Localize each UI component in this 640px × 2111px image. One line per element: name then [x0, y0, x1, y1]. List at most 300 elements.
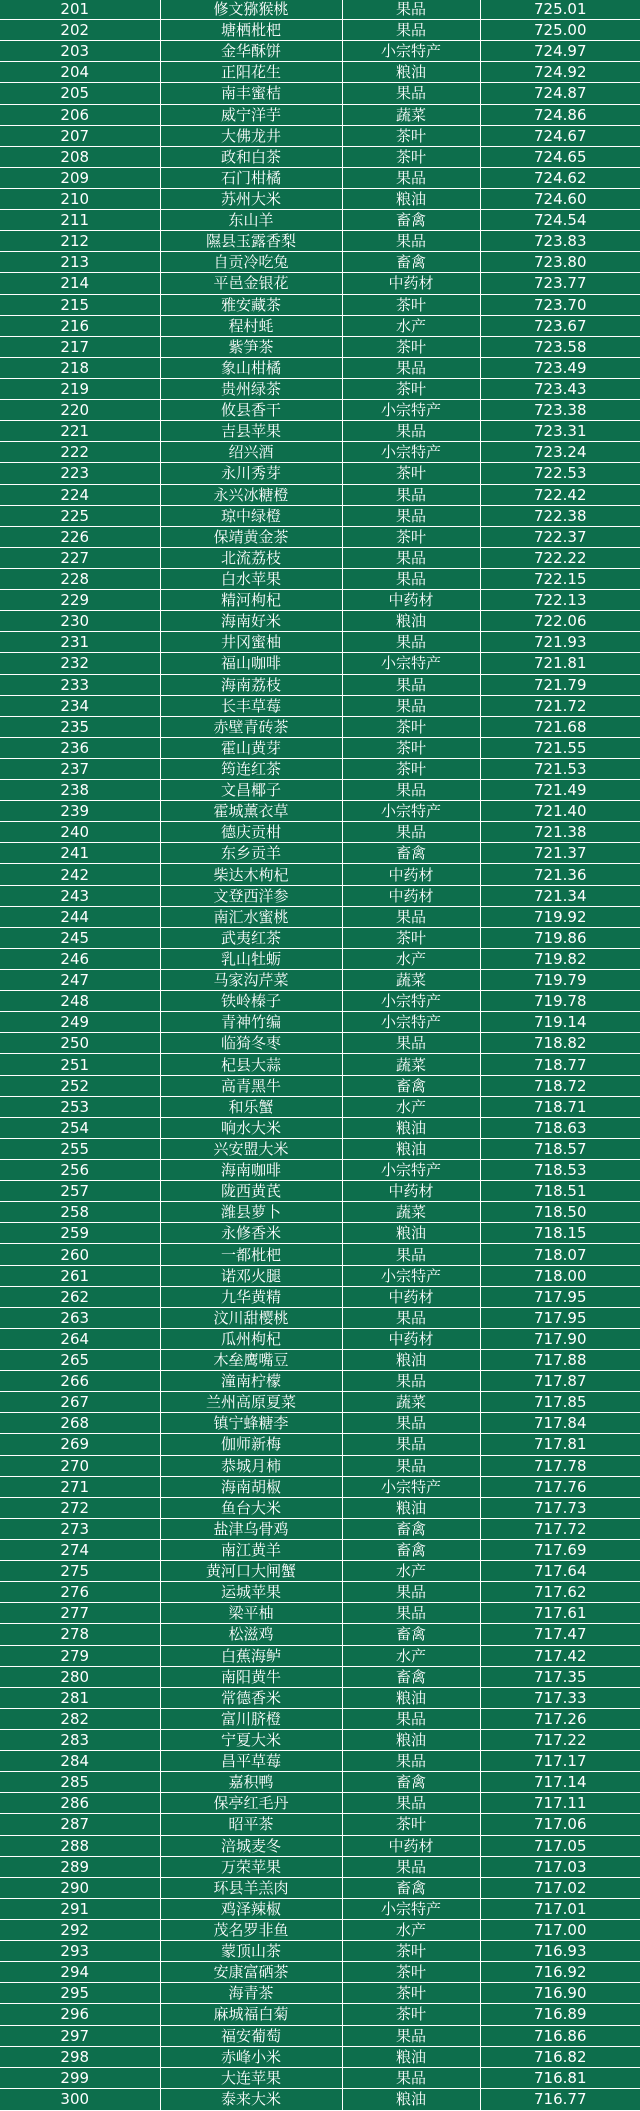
- score-cell: 722.06: [480, 611, 640, 632]
- table-row: [0, 991, 640, 1012]
- category-cell: 果品: [342, 632, 480, 653]
- rank-cell: 253: [0, 1096, 160, 1117]
- category-cell: 蔬菜: [342, 970, 480, 991]
- table-row: [0, 1138, 640, 1159]
- table-row: [0, 463, 640, 484]
- rank-cell: 279: [0, 1645, 160, 1666]
- brand-name-cell: 鸡泽辣椒: [160, 1898, 342, 1919]
- brand-name-cell: 兴安盟大米: [160, 1138, 342, 1159]
- score-cell: 717.95: [480, 1286, 640, 1307]
- rank-cell: 276: [0, 1582, 160, 1603]
- table-row: [0, 927, 640, 948]
- table-row: [0, 1772, 640, 1793]
- table-row: [0, 780, 640, 801]
- score-cell: 716.89: [480, 2004, 640, 2025]
- rank-cell: 223: [0, 463, 160, 484]
- table-row: [0, 1223, 640, 1244]
- score-cell: 716.86: [480, 2025, 640, 2046]
- rank-cell: 262: [0, 1286, 160, 1307]
- brand-name-cell: 雅安藏茶: [160, 294, 342, 315]
- rank-cell: 231: [0, 632, 160, 653]
- table-row: [0, 1835, 640, 1856]
- score-cell: 725.01: [480, 0, 640, 20]
- brand-name-cell: 昭平茶: [160, 1814, 342, 1835]
- table-row: [0, 83, 640, 104]
- rank-cell: 278: [0, 1624, 160, 1645]
- score-cell: 717.76: [480, 1476, 640, 1497]
- rank-cell: 214: [0, 273, 160, 294]
- brand-name-cell: 修文猕猴桃: [160, 0, 342, 20]
- table-row: [0, 231, 640, 252]
- category-cell: 茶叶: [342, 1962, 480, 1983]
- brand-name-cell: 福安葡萄: [160, 2025, 342, 2046]
- score-cell: 721.93: [480, 632, 640, 653]
- category-cell: 果品: [342, 568, 480, 589]
- table-row: [0, 315, 640, 336]
- score-cell: 719.92: [480, 906, 640, 927]
- rank-cell: 241: [0, 843, 160, 864]
- rank-cell: 216: [0, 315, 160, 336]
- rank-cell: 240: [0, 822, 160, 843]
- rank-cell: 215: [0, 294, 160, 315]
- category-cell: 小宗特产: [342, 400, 480, 421]
- rank-cell: 280: [0, 1666, 160, 1687]
- table-row: [0, 1075, 640, 1096]
- table-row: [0, 526, 640, 547]
- table-row: [0, 1962, 640, 1983]
- rank-cell: 269: [0, 1434, 160, 1455]
- score-cell: 717.90: [480, 1328, 640, 1349]
- brand-name-cell: 富川脐橙: [160, 1708, 342, 1729]
- table-row: [0, 273, 640, 294]
- score-cell: 717.22: [480, 1729, 640, 1750]
- brand-name-cell: 潍县萝卜: [160, 1202, 342, 1223]
- rank-cell: 225: [0, 505, 160, 526]
- rank-cell: 219: [0, 378, 160, 399]
- category-cell: 果品: [342, 780, 480, 801]
- score-cell: 721.37: [480, 843, 640, 864]
- rank-cell: 268: [0, 1413, 160, 1434]
- rank-cell: 300: [0, 2088, 160, 2110]
- brand-name-cell: 万荣苹果: [160, 1856, 342, 1877]
- rank-cell: 295: [0, 1983, 160, 2004]
- category-cell: 粮油: [342, 1729, 480, 1750]
- rank-cell: 292: [0, 1919, 160, 1940]
- category-cell: 果品: [342, 1793, 480, 1814]
- score-cell: 716.93: [480, 1941, 640, 1962]
- table-row: [0, 1877, 640, 1898]
- table-row: [0, 378, 640, 399]
- category-cell: 中药材: [342, 1835, 480, 1856]
- category-cell: 果品: [342, 1307, 480, 1328]
- rank-cell: 296: [0, 2004, 160, 2025]
- score-cell: 717.64: [480, 1561, 640, 1582]
- category-cell: 粮油: [342, 1117, 480, 1138]
- brand-name-cell: 南丰蜜桔: [160, 83, 342, 104]
- brand-name-cell: 苏州大米: [160, 188, 342, 209]
- score-cell: 717.61: [480, 1603, 640, 1624]
- table-row: [0, 1265, 640, 1286]
- category-cell: 果品: [342, 1582, 480, 1603]
- rank-cell: 259: [0, 1223, 160, 1244]
- score-cell: 716.81: [480, 2067, 640, 2088]
- category-cell: 果品: [342, 505, 480, 526]
- rank-cell: 208: [0, 146, 160, 167]
- category-cell: 果品: [342, 1033, 480, 1054]
- brand-name-cell: 木垒鹰嘴豆: [160, 1350, 342, 1371]
- score-cell: 719.79: [480, 970, 640, 991]
- score-cell: 717.73: [480, 1497, 640, 1518]
- score-cell: 724.86: [480, 104, 640, 125]
- score-cell: 724.62: [480, 167, 640, 188]
- table-row: [0, 41, 640, 62]
- table-row: [0, 2004, 640, 2025]
- brand-name-cell: 盐津乌骨鸡: [160, 1518, 342, 1539]
- table-row: [0, 1202, 640, 1223]
- table-row: [0, 210, 640, 231]
- rank-cell: 201: [0, 0, 160, 20]
- table-row: [0, 758, 640, 779]
- table-row: [0, 1096, 640, 1117]
- category-cell: 果品: [342, 1856, 480, 1877]
- rank-cell: 246: [0, 948, 160, 969]
- brand-name-cell: 南汇水蜜桃: [160, 906, 342, 927]
- table-row: [0, 20, 640, 41]
- rank-cell: 288: [0, 1835, 160, 1856]
- score-cell: 716.92: [480, 1962, 640, 1983]
- category-cell: 果品: [342, 421, 480, 442]
- score-cell: 722.53: [480, 463, 640, 484]
- category-cell: 茶叶: [342, 1983, 480, 2004]
- brand-name-cell: 永修香米: [160, 1223, 342, 1244]
- score-cell: 719.86: [480, 927, 640, 948]
- category-cell: 茶叶: [342, 526, 480, 547]
- brand-name-cell: 伽师新梅: [160, 1434, 342, 1455]
- table-row: [0, 970, 640, 991]
- category-cell: 茶叶: [342, 1941, 480, 1962]
- category-cell: 果品: [342, 357, 480, 378]
- category-cell: 畜禽: [342, 1075, 480, 1096]
- brand-name-cell: 宁夏大米: [160, 1729, 342, 1750]
- rank-cell: 236: [0, 737, 160, 758]
- score-cell: 723.77: [480, 273, 640, 294]
- score-cell: 717.06: [480, 1814, 640, 1835]
- table-row: [0, 2088, 640, 2110]
- score-cell: 717.26: [480, 1708, 640, 1729]
- category-cell: 粮油: [342, 1687, 480, 1708]
- rank-cell: 245: [0, 927, 160, 948]
- rank-cell: 271: [0, 1476, 160, 1497]
- brand-name-cell: 井冈蜜柚: [160, 632, 342, 653]
- category-cell: 畜禽: [342, 1877, 480, 1898]
- brand-name-cell: 东山羊: [160, 210, 342, 231]
- table-row: [0, 294, 640, 315]
- category-cell: 小宗特产: [342, 1476, 480, 1497]
- brand-name-cell: 蒙顶山茶: [160, 1941, 342, 1962]
- score-cell: 717.69: [480, 1539, 640, 1560]
- brand-name-cell: 黄河口大闸蟹: [160, 1561, 342, 1582]
- score-cell: 716.77: [480, 2088, 640, 2110]
- score-cell: 717.17: [480, 1751, 640, 1772]
- table-row: [0, 568, 640, 589]
- score-cell: 716.82: [480, 2046, 640, 2067]
- brand-name-cell: 德庆贡柑: [160, 822, 342, 843]
- brand-name-cell: 泰来大米: [160, 2088, 342, 2110]
- table-row: [0, 421, 640, 442]
- category-cell: 小宗特产: [342, 653, 480, 674]
- table-row: [0, 653, 640, 674]
- brand-name-cell: 柴达木枸杞: [160, 864, 342, 885]
- rank-cell: 238: [0, 780, 160, 801]
- category-cell: 果品: [342, 1434, 480, 1455]
- rank-cell: 254: [0, 1117, 160, 1138]
- table-row: [0, 822, 640, 843]
- rank-cell: 274: [0, 1539, 160, 1560]
- table-row: [0, 1117, 640, 1138]
- rank-cell: 265: [0, 1350, 160, 1371]
- table-row: [0, 146, 640, 167]
- table-row: [0, 484, 640, 505]
- rank-cell: 205: [0, 83, 160, 104]
- score-cell: 717.81: [480, 1434, 640, 1455]
- score-cell: 724.92: [480, 62, 640, 83]
- category-cell: 茶叶: [342, 336, 480, 357]
- score-cell: 721.72: [480, 695, 640, 716]
- brand-name-cell: 乳山牡蛎: [160, 948, 342, 969]
- table-row: [0, 1898, 640, 1919]
- brand-name-cell: 昌平草莓: [160, 1751, 342, 1772]
- rank-cell: 284: [0, 1751, 160, 1772]
- rank-cell: 264: [0, 1328, 160, 1349]
- brand-name-cell: 响水大米: [160, 1117, 342, 1138]
- brand-name-cell: 紫笋茶: [160, 336, 342, 357]
- category-cell: 果品: [342, 2067, 480, 2088]
- category-cell: 果品: [342, 1413, 480, 1434]
- table-row: [0, 906, 640, 927]
- rank-cell: 273: [0, 1518, 160, 1539]
- brand-name-cell: 白水苹果: [160, 568, 342, 589]
- brand-name-cell: 九华黄精: [160, 1286, 342, 1307]
- table-row: [0, 357, 640, 378]
- table-row: [0, 1455, 640, 1476]
- score-cell: 723.43: [480, 378, 640, 399]
- score-cell: 721.55: [480, 737, 640, 758]
- brand-name-cell: 瓜州枸杞: [160, 1328, 342, 1349]
- category-cell: 小宗特产: [342, 991, 480, 1012]
- score-cell: 717.02: [480, 1877, 640, 1898]
- score-cell: 722.38: [480, 505, 640, 526]
- brand-name-cell: 常德香米: [160, 1687, 342, 1708]
- rank-cell: 224: [0, 484, 160, 505]
- brand-name-cell: 马家沟芹菜: [160, 970, 342, 991]
- table-row: [0, 0, 640, 20]
- rank-cell: 261: [0, 1265, 160, 1286]
- brand-name-cell: 永兴冰糖橙: [160, 484, 342, 505]
- score-cell: 718.53: [480, 1160, 640, 1181]
- score-cell: 723.24: [480, 442, 640, 463]
- table-row: [0, 252, 640, 273]
- score-cell: 717.62: [480, 1582, 640, 1603]
- category-cell: 茶叶: [342, 378, 480, 399]
- category-cell: 中药材: [342, 864, 480, 885]
- rank-cell: 217: [0, 336, 160, 357]
- table-row: [0, 1729, 640, 1750]
- brand-name-cell: 松滋鸡: [160, 1624, 342, 1645]
- rank-cell: 235: [0, 716, 160, 737]
- score-cell: 717.35: [480, 1666, 640, 1687]
- table-row: [0, 864, 640, 885]
- rank-cell: 281: [0, 1687, 160, 1708]
- category-cell: 小宗特产: [342, 1265, 480, 1286]
- score-cell: 721.36: [480, 864, 640, 885]
- category-cell: 畜禽: [342, 1518, 480, 1539]
- category-cell: 粮油: [342, 1223, 480, 1244]
- score-cell: 722.42: [480, 484, 640, 505]
- brand-name-cell: 塘栖枇杷: [160, 20, 342, 41]
- brand-name-cell: 麻城福白菊: [160, 2004, 342, 2025]
- table-row: [0, 1941, 640, 1962]
- brand-name-cell: 筠连红茶: [160, 758, 342, 779]
- category-cell: 果品: [342, 20, 480, 41]
- score-cell: 721.34: [480, 885, 640, 906]
- table-row: [0, 1624, 640, 1645]
- table-row: [0, 1561, 640, 1582]
- brand-name-cell: 精河枸杞: [160, 590, 342, 611]
- brand-name-cell: 琼中绿橙: [160, 505, 342, 526]
- table-row: [0, 1708, 640, 1729]
- table-row: [0, 1392, 640, 1413]
- score-cell: 717.03: [480, 1856, 640, 1877]
- category-cell: 果品: [342, 231, 480, 252]
- brand-name-cell: 海南胡椒: [160, 1476, 342, 1497]
- score-cell: 717.14: [480, 1772, 640, 1793]
- rank-cell: 227: [0, 547, 160, 568]
- category-cell: 小宗特产: [342, 442, 480, 463]
- category-cell: 果品: [342, 2025, 480, 2046]
- table-row: [0, 547, 640, 568]
- category-cell: 果品: [342, 167, 480, 188]
- score-cell: 724.97: [480, 41, 640, 62]
- score-cell: 724.60: [480, 188, 640, 209]
- brand-name-cell: 运城苹果: [160, 1582, 342, 1603]
- score-cell: 717.05: [480, 1835, 640, 1856]
- score-cell: 717.00: [480, 1919, 640, 1940]
- category-cell: 果品: [342, 1371, 480, 1392]
- category-cell: 粮油: [342, 188, 480, 209]
- rank-cell: 228: [0, 568, 160, 589]
- score-cell: 718.57: [480, 1138, 640, 1159]
- category-cell: 粮油: [342, 2046, 480, 2067]
- category-cell: 中药材: [342, 1328, 480, 1349]
- table-row: [0, 1054, 640, 1075]
- score-cell: 718.71: [480, 1096, 640, 1117]
- brand-name-cell: 一都枇杷: [160, 1244, 342, 1265]
- rank-cell: 226: [0, 526, 160, 547]
- table-row: [0, 611, 640, 632]
- rank-cell: 230: [0, 611, 160, 632]
- rank-cell: 220: [0, 400, 160, 421]
- rank-cell: 286: [0, 1793, 160, 1814]
- score-cell: 723.31: [480, 421, 640, 442]
- score-cell: 723.58: [480, 336, 640, 357]
- rank-cell: 291: [0, 1898, 160, 1919]
- table-row: [0, 1645, 640, 1666]
- score-cell: 722.13: [480, 590, 640, 611]
- score-cell: 719.14: [480, 1012, 640, 1033]
- table-row: [0, 1012, 640, 1033]
- table-row: [0, 1751, 640, 1772]
- rank-cell: 293: [0, 1941, 160, 1962]
- rank-cell: 256: [0, 1160, 160, 1181]
- brand-name-cell: 绍兴酒: [160, 442, 342, 463]
- category-cell: 果品: [342, 822, 480, 843]
- brand-name-cell: 霍山黄芽: [160, 737, 342, 758]
- category-cell: 畜禽: [342, 1624, 480, 1645]
- rank-cell: 218: [0, 357, 160, 378]
- score-cell: 718.72: [480, 1075, 640, 1096]
- table-row: [0, 1919, 640, 1940]
- rank-cell: 242: [0, 864, 160, 885]
- table-row: [0, 336, 640, 357]
- rank-cell: 275: [0, 1561, 160, 1582]
- brand-name-cell: 自贡冷吃兔: [160, 252, 342, 273]
- category-cell: 水产: [342, 1645, 480, 1666]
- score-cell: 724.65: [480, 146, 640, 167]
- score-cell: 718.77: [480, 1054, 640, 1075]
- rank-cell: 249: [0, 1012, 160, 1033]
- table-row: [0, 2046, 640, 2067]
- brand-name-cell: 兰州高原夏菜: [160, 1392, 342, 1413]
- brand-name-cell: 赤峰小米: [160, 2046, 342, 2067]
- score-cell: 721.38: [480, 822, 640, 843]
- table-row: [0, 62, 640, 83]
- table-row: [0, 1793, 640, 1814]
- rank-cell: 244: [0, 906, 160, 927]
- rank-cell: 299: [0, 2067, 160, 2088]
- rank-cell: 250: [0, 1033, 160, 1054]
- category-cell: 中药材: [342, 273, 480, 294]
- category-cell: 畜禽: [342, 843, 480, 864]
- category-cell: 粮油: [342, 62, 480, 83]
- table-row: [0, 632, 640, 653]
- brand-name-cell: 文昌椰子: [160, 780, 342, 801]
- brand-name-cell: 涪城麦冬: [160, 1835, 342, 1856]
- score-cell: 717.01: [480, 1898, 640, 1919]
- table-row: [0, 400, 640, 421]
- rank-cell: 290: [0, 1877, 160, 1898]
- score-cell: 723.70: [480, 294, 640, 315]
- brand-name-cell: 白蕉海鲈: [160, 1645, 342, 1666]
- brand-name-cell: 北流荔枝: [160, 547, 342, 568]
- category-cell: 中药材: [342, 885, 480, 906]
- category-cell: 小宗特产: [342, 41, 480, 62]
- table-row: [0, 1687, 640, 1708]
- table-row: [0, 505, 640, 526]
- score-cell: 721.79: [480, 674, 640, 695]
- category-cell: 小宗特产: [342, 801, 480, 822]
- category-cell: 畜禽: [342, 1539, 480, 1560]
- brand-name-cell: 和乐蟹: [160, 1096, 342, 1117]
- score-cell: 718.51: [480, 1181, 640, 1202]
- score-cell: 717.33: [480, 1687, 640, 1708]
- category-cell: 果品: [342, 695, 480, 716]
- table-row: [0, 1307, 640, 1328]
- brand-name-cell: 平邑金银花: [160, 273, 342, 294]
- rank-cell: 229: [0, 590, 160, 611]
- category-cell: 茶叶: [342, 2004, 480, 2025]
- category-cell: 中药材: [342, 1181, 480, 1202]
- table-row: [0, 1244, 640, 1265]
